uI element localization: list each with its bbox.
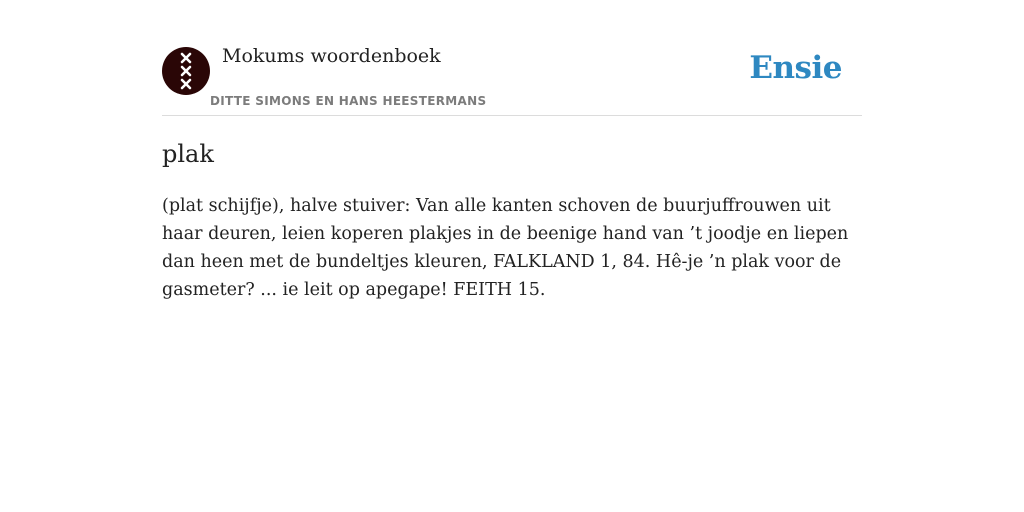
entry-headword: plak [162,140,214,168]
ensie-logo-link[interactable]: Ensie [749,50,842,86]
book-title[interactable]: Mokums woordenboek [222,45,441,67]
book-logo[interactable] [162,47,210,95]
header [162,0,862,116]
amsterdam-crosses-icon [162,47,210,95]
entry-definition: (plat schijfje), halve stuiver: Van alle kanten schoven de buurjuffrouwen uit haar deuren, leien koperen plakjes in de beenige hand van ’t joodje en liepen dan heen met de bundeltjes kleuren, FALKLAND 1, 84. Hê-je ’n plak voor de gasmeter? ... ie leit op apegape! FEITH 15. [162,196,849,300]
book-authors: DITTE SIMONS EN HANS HEESTERMANS [210,94,487,108]
